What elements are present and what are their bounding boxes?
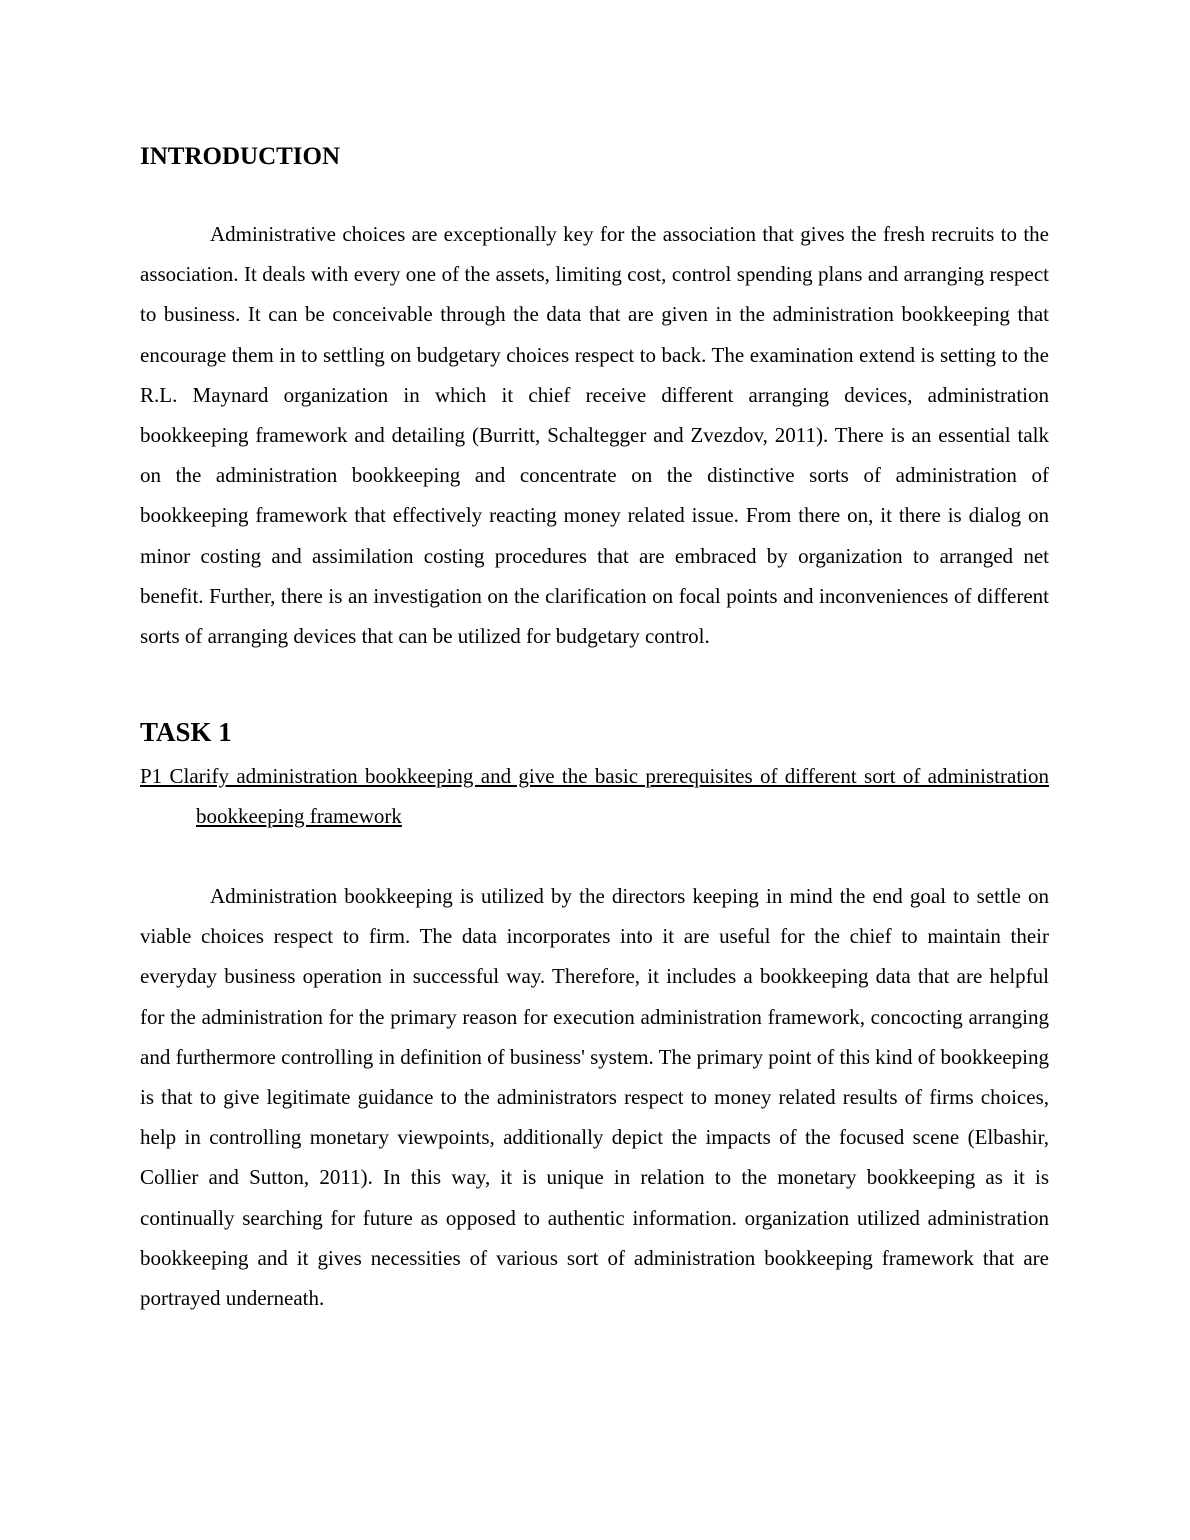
task-1-heading: TASK 1 xyxy=(140,717,232,747)
task-1-paragraph: Administration bookkeeping is utilized by the directors keeping in mind the end goal to settle on viable choices respect to firm. The data incorporates into it are useful for the chief to maintain their everyday business operation in successful way. Therefore, it includes a bookkeeping data that are helpful for the administration for the primary reason for execution administration framework, concocting arranging and furthermore controlling in definition of business' system. The primary point of this kind of bookkeeping is that to give legitimate guidance to the administrators respect to money related results of firms choices, help in controlling monetary viewpoints, additionally depict the impacts of the focused scene (Elbashir, Collier and Sutton, 2011). In this way, it is unique in relation to the monetary bookkeeping as it is continually searching for future as opposed to authentic information. organization utilized administration bookkeeping and it gives necessities of various sort of administration bookkeeping framework that are portrayed underneath. xyxy=(140,884,1049,1311)
task-1-subheading: P1 Clarify administration bookkeeping and give the basic prerequisites of different sort of administration bookkeeping framework xyxy=(140,764,1049,828)
introduction-heading: INTRODUCTION xyxy=(140,143,341,170)
introduction-paragraph: Administrative choices are exceptionally key for the association that gives the fresh recruits to the association. It deals with every one of the assets, limiting cost, control spending plans and arranging respect to business. It can be conceivable through the data that are given in the administration bookkeeping that encourage them in to settling on budgetary choices respect to back. The examination extend is setting to the R.L. Maynard organization in which it chief receive different arranging devices, administration bookkeeping framework and detailing (Burritt, Schaltegger and Zvezdov, 2011). There is an essential talk on the administration bookkeeping and concentrate on the distinctive sorts of administration of bookkeeping framework that effectively reacting money related issue. From there on, it there is dialog on minor costing and assimilation costing procedures that are embraced by organization to arranged net benefit. Further, there is an investigation on the clarification on focal points and inconveniences of different sorts of arranging devices that can be utilized for budgetary control. xyxy=(140,222,1049,649)
